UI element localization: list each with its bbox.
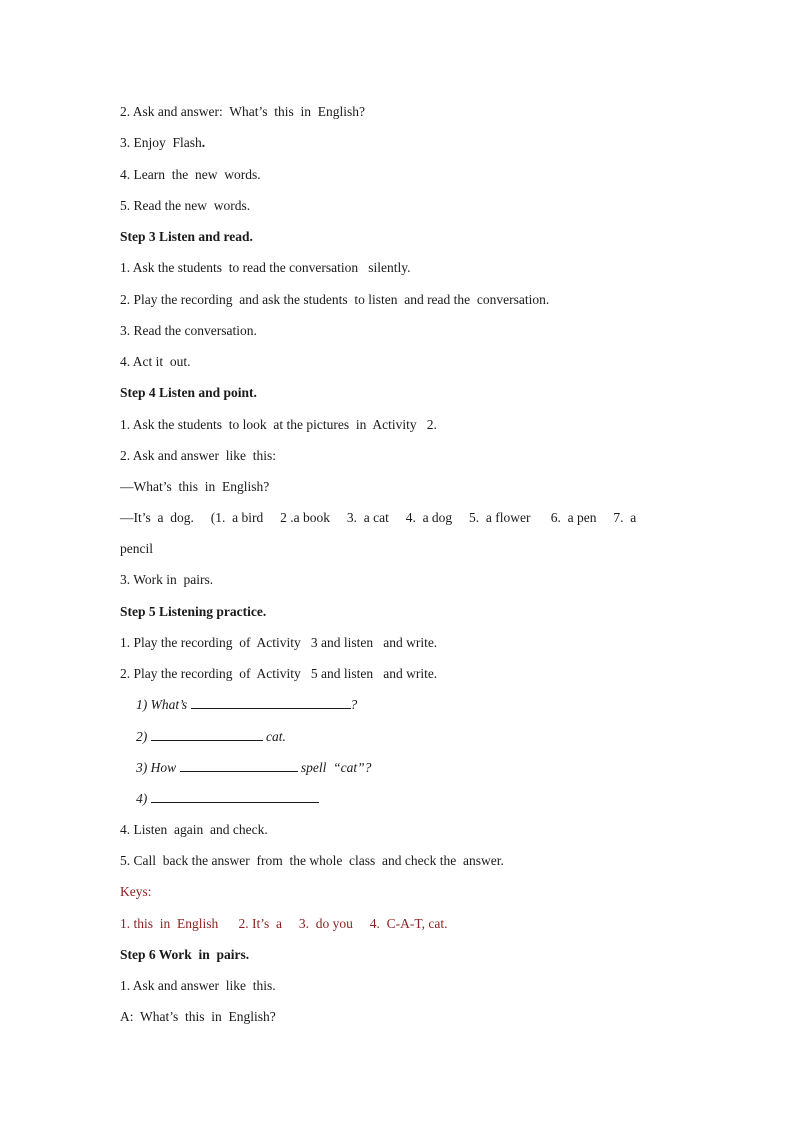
section-heading: Step 3 Listen and read. [120,229,253,244]
text-line: 1. Ask and answer like this. [120,978,276,993]
exercise-item [136,696,357,714]
exercise-text: spell “cat”? [300,760,372,775]
section-heading: Step 6 Work in pairs. [120,947,250,962]
exercise-text: 1) What’s [136,697,188,712]
answer-blank[interactable] [151,728,263,741]
keys-answers: 1. this in English 2. It’s a 3. do you 4. C-A-T, cat. [120,916,448,931]
exercise-text: ? [350,697,358,712]
exercise-item [136,790,319,808]
text-line: 5. Read the new words. [120,198,251,213]
text-line: 4. Listen again and check. [120,822,268,837]
text-line: 2. Play the recording and ask the students to listen and read the conversation. [120,292,550,307]
text-line: 4. Learn the new words. [120,167,261,182]
text-line [120,134,205,152]
exercise-item [136,728,286,746]
text-line: 3. Read the conversation. [120,323,257,338]
text-line: —It’s a dog. (1. a bird 2 .a book 3. a cat 4. a dog 5. a flower 6. a pen 7. a [120,510,637,525]
text-line: 4. Act it out. [120,354,191,369]
answer-blank[interactable] [180,759,298,772]
text-fragment: . [201,135,206,150]
section-heading: Step 4 Listen and point. [120,385,257,400]
keys-label: Keys: [120,884,152,899]
section-heading: Step 5 Listening practice. [120,604,267,619]
text-line: 1. Ask the students to read the conversation silently. [120,260,411,275]
exercise-text: 4) [136,791,148,806]
text-fragment: 3. Enjoy Flash [120,135,202,150]
text-line: 1. Ask the students to look at the pictures in Activity 2. [120,417,437,432]
text-line: 3. Work in pairs. [120,572,214,587]
text-line: 2. Play the recording of Activity 5 and listen and write. [120,666,438,681]
answer-blank[interactable] [191,696,351,709]
text-line: A: What’s this in English? [120,1009,276,1024]
text-line: 2. Ask and answer: What’s this in English? [120,104,365,119]
text-line: —What’s this in English? [120,479,270,494]
text-line: 5. Call back the answer from the whole class and check the answer. [120,853,504,868]
answer-blank[interactable] [151,790,319,803]
exercise-text: 3) How [136,760,177,775]
exercise-text: cat. [266,729,286,744]
exercise-text: 2) [136,729,148,744]
text-line: pencil [120,541,153,556]
exercise-item [136,759,371,777]
text-line: 2. Ask and answer like this: [120,448,276,463]
text-line: 1. Play the recording of Activity 3 and listen and write. [120,635,438,650]
